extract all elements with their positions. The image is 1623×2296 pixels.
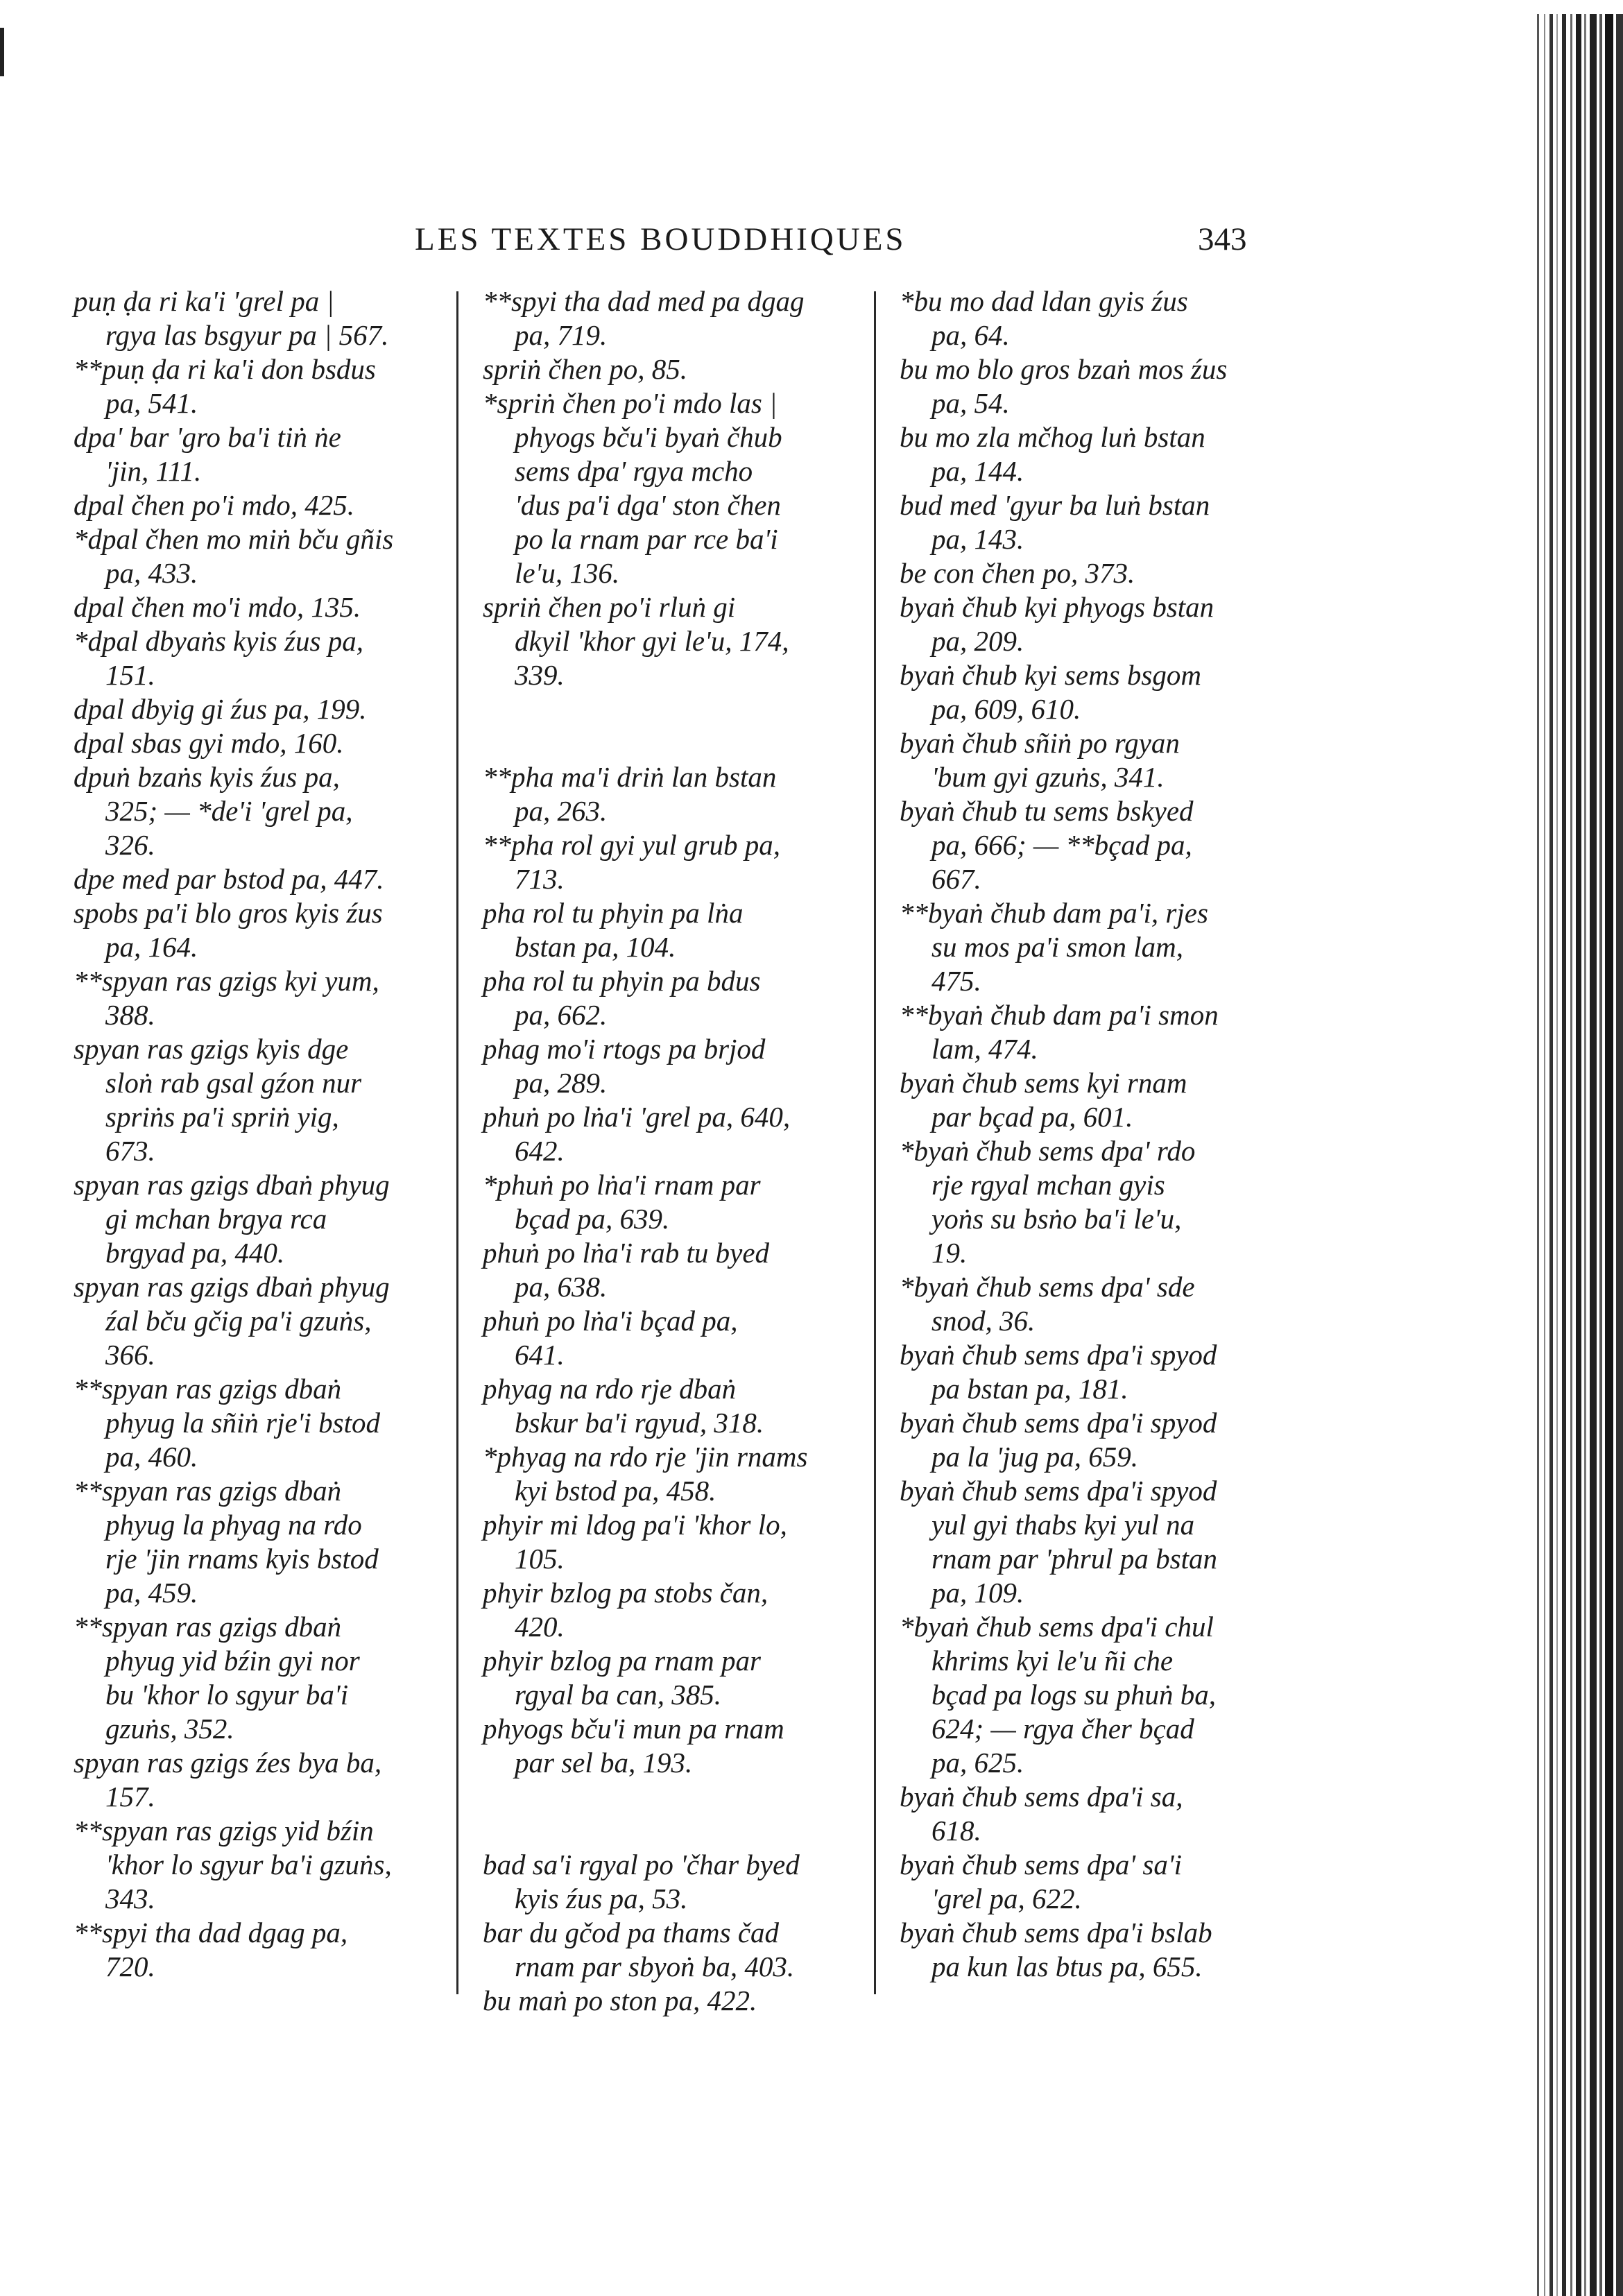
index-entry-line: dpal čhen po'i mdo, 425. (74, 489, 355, 521)
index-entry (483, 1508, 857, 1576)
index-entry-line: *dpal čhen mo miṅ bču gñis (74, 523, 394, 555)
index-entry (74, 624, 448, 692)
index-entry (74, 420, 448, 488)
index-entry-line: sloṅ rab gsal gźon nur (105, 1067, 362, 1099)
index-entry (74, 692, 448, 726)
index-entry-line: phyug yid bźin gyi nor (105, 1645, 360, 1677)
index-entry-line: pa, 459. (105, 1577, 198, 1609)
index-entry-line: **byaṅ čhub dam pa'i smon (900, 999, 1219, 1031)
index-entry (483, 828, 857, 896)
index-entry (483, 1848, 857, 1916)
index-entry (74, 1610, 448, 1746)
index-entry-line: kyi bstod pa, 458. (515, 1475, 716, 1507)
index-entry-line: pa, 609, 610. (931, 693, 1081, 725)
index-entry-line: 420. (515, 1611, 565, 1643)
index-entry-line: yul gyi thabs kyi yul na (931, 1509, 1195, 1541)
index-entry (483, 760, 857, 828)
index-entry (483, 386, 857, 590)
page-edge-shadow (1534, 14, 1623, 2296)
index-entry-line: spriṅ čhen po'i rluṅ gi (483, 591, 736, 623)
index-entry (900, 1610, 1274, 1780)
index-entry-line: spyan ras gzigs źes bya ba, (74, 1747, 382, 1779)
index-entry-line: byaṅ čhub sems dpa'i sa, (900, 1781, 1183, 1813)
index-entry (483, 1304, 857, 1372)
index-entry-line: sems dpa' rgya mcho (515, 455, 753, 487)
index-entry-line: rje 'jin rnams kyis bstod (105, 1543, 379, 1575)
index-entry-line: bu maṅ po ston pa, 422. (483, 1985, 757, 2016)
index-entry-line: pa, 109. (931, 1577, 1024, 1609)
index-entry-line: bu mo zla mčhog luṅ bstan (900, 421, 1205, 453)
index-entry-line: byaṅ čhub sems kyi rnam (900, 1067, 1187, 1099)
index-entry-line: dpe med par bstod pa, 447. (74, 863, 384, 895)
index-entry-line: pa, 625. (931, 1747, 1024, 1779)
index-entry-line: phyug la sñiṅ rje'i bstod (105, 1407, 380, 1439)
index-entry (900, 1474, 1274, 1610)
index-entry-line: bstan pa, 104. (515, 931, 676, 963)
index-entry (483, 1372, 857, 1440)
index-entry (900, 420, 1274, 488)
index-entry-line: 667. (931, 863, 981, 895)
index-entry-line: **spyi tha dad dgag pa, (74, 1917, 348, 1948)
index-entry-line: phyir bzlog pa stobs čan, (483, 1577, 768, 1609)
index-entry (900, 1338, 1274, 1406)
index-entry-line: pha rol tu phyin pa bdus (483, 965, 761, 997)
index-entry-line: 151. (105, 659, 155, 691)
index-entry-line: pa, 460. (105, 1441, 198, 1473)
index-entry-line: dpal dbyig gi źus pa, 199. (74, 693, 367, 725)
index-entry (74, 1168, 448, 1270)
index-entry-line: pa bstan pa, 181. (931, 1373, 1128, 1405)
column-rule-right (874, 291, 876, 1994)
index-entry (900, 352, 1274, 420)
index-entry-line: phyogs bču'i byaṅ čhub (515, 421, 782, 453)
index-entry-line: byaṅ čhub kyi sems bsgom (900, 659, 1201, 691)
index-entry (483, 1644, 857, 1712)
index-entry-line: bçad pa, 639. (515, 1203, 670, 1235)
index-entry (74, 896, 448, 964)
index-entry-line: **puṇ ḍa ri ka'i don bsdus (74, 353, 376, 385)
index-entry-line: **spyan ras gzigs kyi yum, (74, 965, 379, 997)
index-entry-line: bar du gčod pa thams čad (483, 1917, 780, 1948)
index-entry-line: 'bum gyi gzuṅs, 341. (931, 761, 1165, 793)
index-entry-line: **spyan ras gzigs dbaṅ (74, 1475, 342, 1507)
index-entry-line: 343. (105, 1883, 155, 1914)
index-entry-line: 157. (105, 1781, 155, 1813)
index-entry (900, 1066, 1274, 1134)
index-entry-line: 325; — *de'i 'grel pa, (105, 795, 353, 827)
index-entry (483, 1100, 857, 1168)
index-entry-line: 'khor lo sgyur ba'i gzuṅs, (105, 1849, 392, 1881)
index-entry-line: gzuṅs, 352. (105, 1713, 234, 1745)
index-entry-line: phyir bzlog pa rnam par (483, 1645, 761, 1677)
index-entry-line: byaṅ čhub sems dpa'i spyod (900, 1407, 1217, 1439)
index-entry-line: rnam par sbyoṅ ba, 403. (515, 1951, 795, 1982)
index-entry-line: kyis źus pa, 53. (515, 1883, 688, 1914)
index-entry-line: dpa' bar 'gro ba'i tiṅ ṅe (74, 421, 341, 453)
index-entry (74, 590, 448, 624)
index-entry-line: 624; — rgya čher bçad (931, 1713, 1194, 1745)
index-entry-line: 720. (105, 1951, 155, 1982)
index-entry-line: pa, 263. (515, 795, 608, 827)
index-entry-line: *bu mo dad ldan gyis źus (900, 285, 1188, 317)
section-gap (483, 692, 857, 760)
index-entry (483, 1440, 857, 1508)
index-entry-line: bad sa'i rgyal po 'čhar byed (483, 1849, 800, 1881)
index-entry (483, 1984, 857, 2018)
index-entry (900, 726, 1274, 794)
index-entry-line: brgyad pa, 440. (105, 1237, 285, 1269)
index-entry-line: pa, 662. (515, 999, 608, 1031)
index-entry-line: *spriṅ čhen po'i mdo las | (483, 387, 778, 419)
index-entry (74, 726, 448, 760)
index-entry-line: phuṅ po lṅa'i bçad pa, (483, 1305, 738, 1337)
index-entry-line: phag mo'i rtogs pa brjod (483, 1033, 766, 1065)
index-entry-line: pa, 638. (515, 1271, 608, 1303)
index-entry (900, 1134, 1274, 1270)
index-entry-line: 'dus pa'i dga' ston čhen (515, 489, 781, 521)
index-entry-line: 641. (515, 1339, 565, 1371)
index-entry-line: spriṅs pa'i spriṅ yig, (105, 1101, 339, 1133)
index-entry-line: *byaṅ čhub sems dpa' rdo (900, 1135, 1196, 1167)
index-entry-line: dpal čhen mo'i mdo, 135. (74, 591, 361, 623)
scan-edge-mark (0, 28, 4, 76)
index-entry-line: rgyal ba can, 385. (515, 1679, 721, 1711)
index-entry-line: **spyan ras gzigs dbaṅ (74, 1373, 342, 1405)
index-entry (483, 896, 857, 964)
index-entry-line: po la rnam par rce ba'i (515, 523, 778, 555)
index-entry (900, 896, 1274, 998)
index-entry (900, 590, 1274, 658)
index-entry (483, 1916, 857, 1984)
index-entry-line: **spyan ras gzigs yid bźin (74, 1815, 374, 1847)
index-entry (900, 1848, 1274, 1916)
index-entry-line: phyogs bču'i mun pa rnam (483, 1713, 784, 1745)
index-entry-line: pha rol tu phyin pa lṅa (483, 897, 744, 929)
index-entry-line: byaṅ čhub sems dpa'i spyod (900, 1475, 1217, 1507)
index-entry-line: 642. (515, 1135, 565, 1167)
index-entry-line: phyag na rdo rje dbaṅ (483, 1373, 737, 1405)
index-entry-line: pa, 64. (931, 319, 1010, 351)
index-entry-line: bçad pa logs su phuṅ ba, (931, 1679, 1216, 1711)
index-entry-line: 388. (105, 999, 155, 1031)
index-entry-line: byaṅ čhub sems dpa'i bslab (900, 1917, 1212, 1948)
index-column-1 (74, 284, 448, 1984)
index-entry (483, 1032, 857, 1100)
running-header (0, 221, 1276, 262)
index-entry-line: spyan ras gzigs dbaṅ phyug (74, 1169, 390, 1201)
index-entry (483, 1168, 857, 1236)
index-entry (74, 352, 448, 420)
index-entry (74, 488, 448, 522)
index-entry-line: snod, 36. (931, 1305, 1036, 1337)
index-entry (74, 522, 448, 590)
index-entry-line: *phuṅ po lṅa'i rnam par (483, 1169, 761, 1201)
index-entry-line: be con čhen po, 373. (900, 557, 1135, 589)
index-entry-line: gi mchan brgya rca (105, 1203, 327, 1235)
index-entry-line: dpal sbas gyi mdo, 160. (74, 727, 344, 759)
index-entry (483, 1712, 857, 1780)
index-entry-line: le'u, 136. (515, 557, 620, 589)
index-entry-line: puṇ ḍa ri ka'i 'grel pa | (74, 285, 334, 317)
index-entry (900, 998, 1274, 1066)
index-entry-line: 475. (931, 965, 981, 997)
index-entry-line: pa, 289. (515, 1067, 608, 1099)
index-entry (900, 1780, 1274, 1848)
index-entry-line: dpuṅ bzaṅs kyis źus pa, (74, 761, 340, 793)
index-entry-line: 366. (105, 1339, 155, 1371)
index-entry-line: 105. (515, 1543, 565, 1575)
index-entry-line: spyan ras gzigs kyis dge (74, 1033, 349, 1065)
index-entry (74, 1372, 448, 1474)
index-entry-line: bskur ba'i rgyud, 318. (515, 1407, 764, 1439)
index-entry (900, 1916, 1274, 1984)
index-column-3 (900, 284, 1274, 1984)
page-number: 343 (1198, 221, 1247, 257)
index-entry (74, 964, 448, 1032)
index-entry-line: spobs pa'i blo gros kyis źus (74, 897, 383, 929)
index-entry-line: spriṅ čhen po, 85. (483, 353, 687, 385)
index-entry-line: byaṅ čhub kyi phyogs bstan (900, 591, 1214, 623)
index-entry-line: pa, 164. (105, 931, 198, 963)
index-entry (74, 1814, 448, 1916)
index-entry-line: 618. (931, 1815, 981, 1847)
index-entry-line: rje rgyal mchan gyis (931, 1169, 1165, 1201)
index-entry-line: bud med 'gyur ba luṅ bstan (900, 489, 1210, 521)
index-entry (74, 284, 448, 352)
index-entry-line: pa, 144. (931, 455, 1024, 487)
index-entry-line: 713. (515, 863, 565, 895)
index-entry-line: byaṅ čhub sems dpa' sa'i (900, 1849, 1182, 1881)
index-entry-line: źal bču gčig pa'i gzuṅs, (105, 1305, 372, 1337)
index-entry-line: pa, 54. (931, 387, 1010, 419)
index-entry (483, 590, 857, 692)
index-entry (483, 964, 857, 1032)
index-entry-line: yoṅs su bsṅo ba'i le'u, (931, 1203, 1182, 1235)
index-entry-line: phyug la phyag na rdo (105, 1509, 362, 1541)
index-entry (900, 1270, 1274, 1338)
index-entry (74, 1474, 448, 1610)
index-entry-line: 339. (515, 659, 565, 691)
index-entry-line: *byaṅ čhub sems dpa' sde (900, 1271, 1195, 1303)
index-entry-line: spyan ras gzigs dbaṅ phyug (74, 1271, 390, 1303)
index-entry-line: pa, 433. (105, 557, 198, 589)
index-entry-line: *byaṅ čhub sems dpa'i chul (900, 1611, 1214, 1643)
index-entry-line: pa, 143. (931, 523, 1024, 555)
index-entry-line: *phyag na rdo rje 'jin rnams (483, 1441, 808, 1473)
index-entry-line: 326. (105, 829, 155, 861)
index-entry-line: phyir mi ldog pa'i 'khor lo, (483, 1509, 787, 1541)
index-entry-line: pa la 'jug pa, 659. (931, 1441, 1139, 1473)
index-entry-line: **spyi tha dad med pa dgag (483, 285, 805, 317)
index-entry (483, 1236, 857, 1304)
index-entry (483, 284, 857, 352)
index-entry-line: pa, 541. (105, 387, 198, 419)
index-entry-line: pa kun las btus pa, 655. (931, 1951, 1203, 1982)
index-entry-line: byaṅ čhub tu sems bskyed (900, 795, 1194, 827)
page-title: LES TEXTES BOUDDHIQUES (415, 221, 907, 257)
index-column-2 (483, 284, 857, 2018)
index-entry-line: **spyan ras gzigs dbaṅ (74, 1611, 342, 1643)
section-gap (483, 1780, 857, 1848)
index-entry-line: pa, 719. (515, 319, 608, 351)
index-entry (900, 1406, 1274, 1474)
index-entry-line: par bçad pa, 601. (931, 1101, 1133, 1133)
index-entry-line: byaṅ čhub sems dpa'i spyod (900, 1339, 1217, 1371)
index-entry (74, 862, 448, 896)
index-entry-line: pa, 209. (931, 625, 1024, 657)
index-entry-line: 'jin, 111. (105, 455, 202, 487)
index-entry-line: 19. (931, 1237, 968, 1269)
index-entry-line: bu 'khor lo sgyur ba'i (105, 1679, 349, 1711)
index-entry (74, 1746, 448, 1814)
index-entry-line: pa, 666; — **bçad pa, (931, 829, 1192, 861)
index-entry-line: **pha ma'i driṅ lan bstan (483, 761, 777, 793)
index-entry (900, 284, 1274, 352)
index-entry (900, 556, 1274, 590)
index-entry-line: dkyil 'khor gyi le'u, 174, (515, 625, 789, 657)
index-entry-line: **pha rol gyi yul grub pa, (483, 829, 780, 861)
index-entry-line: *dpal dbyaṅs kyis źus pa, (74, 625, 363, 657)
index-entry-line: rnam par 'phrul pa bstan (931, 1543, 1217, 1575)
index-entry (74, 1032, 448, 1168)
index-entry (74, 1916, 448, 1984)
index-entry-line: 673. (105, 1135, 155, 1167)
index-entry-line: byaṅ čhub sñiṅ po rgyan (900, 727, 1180, 759)
index-entry (900, 488, 1274, 556)
index-entry-line: khrims kyi le'u ñi che (931, 1645, 1174, 1677)
index-entry (483, 352, 857, 386)
index-entry-line: bu mo blo gros bzaṅ mos źus (900, 353, 1228, 385)
index-entry-line: rgya las bsgyur pa | 567. (105, 319, 389, 351)
column-rule-left (456, 291, 458, 1994)
index-entry (74, 760, 448, 862)
index-entry (900, 794, 1274, 896)
index-entry-line: 'grel pa, 622. (931, 1883, 1082, 1914)
index-entry-line: phuṅ po lṅa'i 'grel pa, 640, (483, 1101, 791, 1133)
index-entry-line: phuṅ po lṅa'i rab tu byed (483, 1237, 770, 1269)
index-entry (900, 658, 1274, 726)
index-entry-line: par sel ba, 193. (515, 1747, 693, 1779)
index-entry-line: lam, 474. (931, 1033, 1038, 1065)
index-entry (483, 1576, 857, 1644)
index-entry-line: su mos pa'i smon lam, (931, 931, 1183, 963)
index-entry (74, 1270, 448, 1372)
index-entry-line: **byaṅ čhub dam pa'i, rjes (900, 897, 1208, 929)
